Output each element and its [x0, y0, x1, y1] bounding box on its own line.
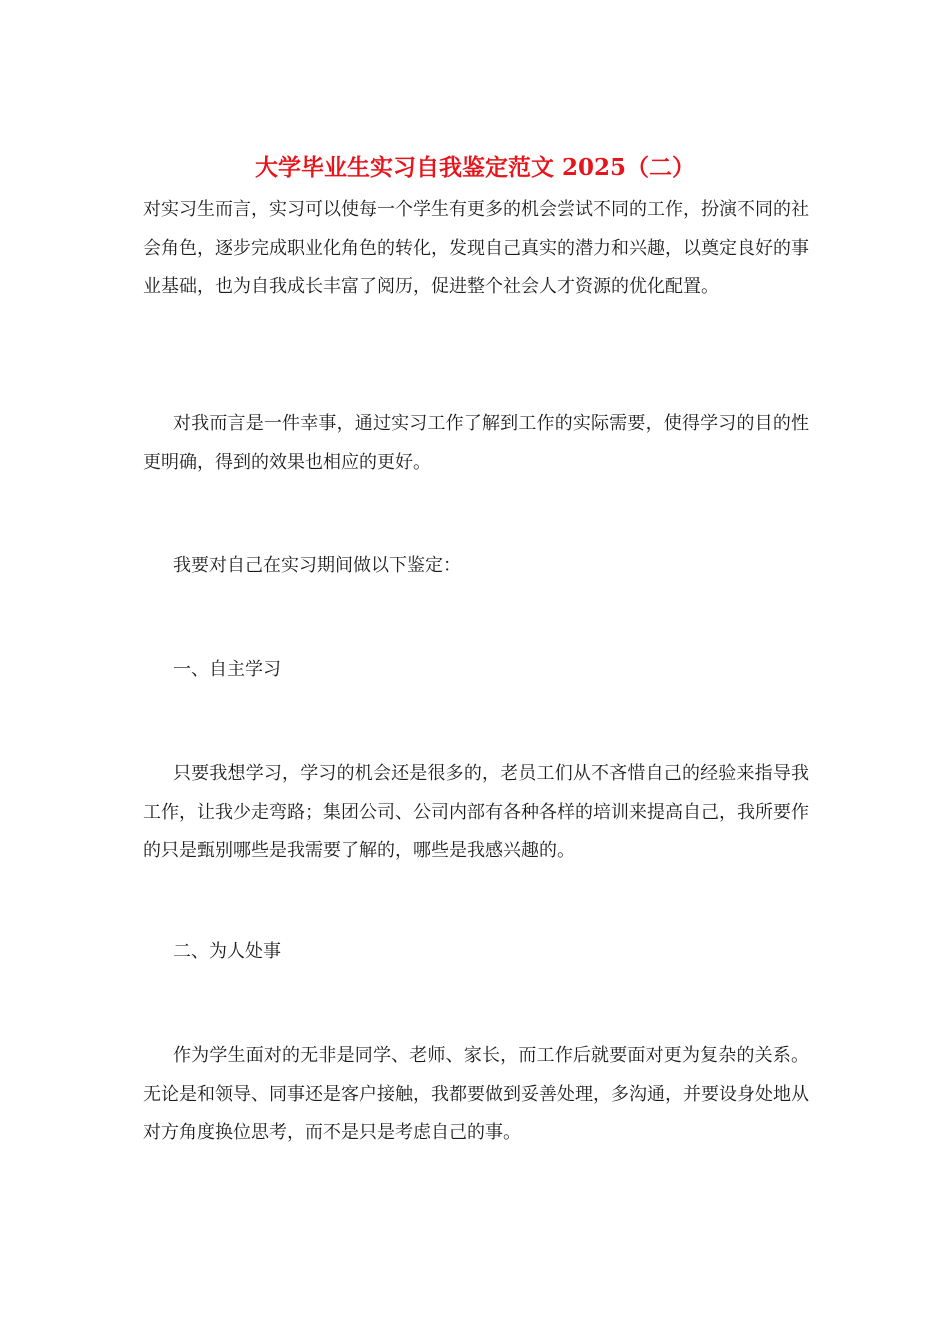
paragraph-intro: 对实习生而言，实习可以使每一个学生有更多的机会尝试不同的工作，扮演不同的社会角色，逐步完成职业化角色的转化，发现自己真实的潜力和兴趣，以奠定良好的事业基础，也为自我成长丰富了阅历，促进整个社会人才资源的优化配置。: [143, 199, 809, 297]
paragraph-self-study: 只要我想学习，学习的机会还是很多的，老员工们从不吝惜自己的经验来指导我工作，让我少走弯路；集团公司、公司内部有各种各样的培训来提高自己，我所要作的只是甄别哪些是我需要了解的，哪些是我感兴趣的。: [143, 763, 809, 861]
paragraph-conduct: 作为学生面对的无非是同学、老师、家长，而工作后就要面对更为复杂的关系。无论是和领导、同事还是客户接触，我都要做到妥善处理，多沟通，并要设身处地从对方角度换位思考，而不是只是考虑自己的事。: [143, 1045, 809, 1143]
paragraph-fortune: 对我而言是一件幸事，通过实习工作了解到工作的实际需要，使得学习的目的性更明确，得到的效果也相应的更好。: [143, 413, 809, 473]
document-title: 大学毕业生实习自我鉴定范文 2025（二）: [254, 154, 696, 181]
section-heading-conduct: 二、为人处事: [173, 941, 281, 962]
paragraph-appraisal-lead: 我要对自己在实习期间做以下鉴定：: [173, 555, 461, 576]
section-heading-self-study: 一、自主学习: [173, 659, 281, 680]
